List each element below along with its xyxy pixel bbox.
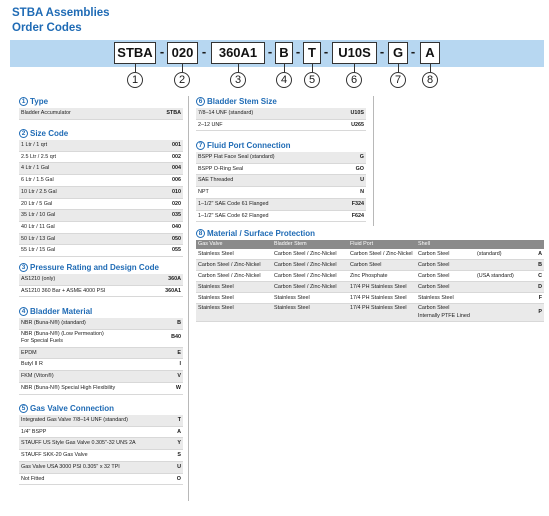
option-row: EPDM E bbox=[19, 348, 183, 360]
option-row: 40 Ltr / 11 Gal 040 bbox=[19, 222, 183, 234]
code-separator: - bbox=[159, 44, 165, 59]
column-header bbox=[475, 240, 532, 249]
section-header bbox=[19, 403, 183, 414]
section-header bbox=[196, 96, 366, 107]
code-part-4: B bbox=[275, 42, 293, 64]
option-row: 55 Ltr / 15 Gal 055 bbox=[19, 245, 183, 257]
column-header: Shell bbox=[416, 240, 475, 249]
option-row: STAUFF SKK-20 Gas Valve S bbox=[19, 450, 183, 462]
circled-number-8: 8 bbox=[422, 72, 438, 88]
leader-line bbox=[398, 64, 399, 72]
column-divider bbox=[373, 96, 374, 226]
section-title: Type bbox=[30, 97, 49, 106]
section-number: 3 bbox=[19, 263, 28, 272]
section-pressure-rating bbox=[19, 262, 183, 297]
table-row: Stainless Steel Stainless Steel 17/4 PH Stainless Steel Stainless Steel F bbox=[196, 293, 544, 304]
leader-line bbox=[284, 64, 285, 72]
section-bladder-material bbox=[19, 306, 183, 395]
leader-line bbox=[238, 64, 239, 72]
circled-number-7: 7 bbox=[390, 72, 406, 88]
option-row: 10 Ltr / 2.5 Gal 010 bbox=[19, 187, 183, 199]
section-title: Bladder Stem Size bbox=[207, 97, 277, 106]
code-part-2: 020 bbox=[167, 42, 198, 64]
table-row: Carbon Steel / Zinc-Nickel Carbon Steel / Zinc-Nickel Zinc Phosphate Carbon Steel (USA standard) C bbox=[196, 271, 544, 282]
section-number: 2 bbox=[19, 129, 28, 138]
option-row: NPT N bbox=[196, 187, 366, 199]
option-row: NBR (Buna-N®) Special High Flexibility W bbox=[19, 383, 183, 395]
section-title: Material / Surface Protection bbox=[207, 229, 316, 238]
column-header: Fluid Port bbox=[348, 240, 416, 249]
option-row: Butyl II R I bbox=[19, 359, 183, 371]
option-row: 7/8–14 UNF (standard) U10S bbox=[196, 108, 366, 120]
option-row: 4 Ltr / 1 Gal 004 bbox=[19, 163, 183, 175]
title-line-1: STBA Assemblies bbox=[12, 7, 110, 19]
section-bladder-stem-size bbox=[196, 96, 366, 131]
table-header-row bbox=[196, 240, 544, 249]
circled-number-3: 3 bbox=[230, 72, 246, 88]
option-row: 6 Ltr / 1.5 Gal 006 bbox=[19, 175, 183, 187]
section-header bbox=[196, 228, 544, 239]
code-separator: - bbox=[267, 44, 273, 59]
code-part-3: 360A1 bbox=[211, 42, 265, 64]
code-part-1: STBA bbox=[114, 42, 156, 64]
code-separator: - bbox=[379, 44, 385, 59]
option-row: NBR (Buna-N®) (standard) B bbox=[19, 318, 183, 330]
section-title: Size Code bbox=[30, 129, 69, 138]
section-number: 4 bbox=[19, 307, 28, 316]
section-number: 6 bbox=[196, 97, 205, 106]
leader-line bbox=[312, 64, 313, 72]
order-code-row bbox=[0, 42, 549, 64]
code-separator: - bbox=[201, 44, 207, 59]
section-number: 1 bbox=[19, 97, 28, 106]
section-type bbox=[19, 96, 183, 120]
circled-number-1: 1 bbox=[127, 72, 143, 88]
table-row: Stainless Steel Carbon Steel / Zinc-Nickel Carbon Steel / Zinc-Nickel Carbon Steel (standard) A bbox=[196, 249, 544, 260]
table-row: Carbon Steel / Zinc-Nickel Carbon Steel / Zinc-Nickel Carbon Steel Carbon Steel B bbox=[196, 260, 544, 271]
option-row: 1 Ltr / 1 qrt 001 bbox=[19, 140, 183, 152]
column-header: Gas Valve bbox=[196, 240, 272, 249]
option-row: AS1210 360 Bar + ASME 4000 PSI 360A1 bbox=[19, 286, 183, 298]
code-part-5: T bbox=[303, 42, 321, 64]
option-row: Not Fitted O bbox=[19, 474, 183, 486]
code-separator: - bbox=[295, 44, 301, 59]
option-row: 1–1/2" SAE Code 61 Flanged F324 bbox=[196, 199, 366, 211]
option-row: Integrated Gas Valve 7/8–14 UNF (standard) T bbox=[19, 415, 183, 427]
section-title: Bladder Material bbox=[30, 307, 93, 316]
code-part-8: A bbox=[420, 42, 440, 64]
option-row: AS1210 (only) 360A bbox=[19, 274, 183, 286]
section-material-surface-protection bbox=[196, 228, 544, 322]
page-title bbox=[12, 6, 110, 36]
circled-number-4: 4 bbox=[276, 72, 292, 88]
code-part-7: G bbox=[388, 42, 408, 64]
option-row: BSPP O-Ring Seal GO bbox=[196, 164, 366, 176]
option-row: STAUFF US Style Gas Valve 0.305"-32 UNS 2A Y bbox=[19, 438, 183, 450]
section-size-code bbox=[19, 128, 183, 257]
table-row: Stainless Steel Stainless Steel 17/4 PH Stainless Steel Carbon Steel Internally PTFE Lined P bbox=[196, 304, 544, 322]
option-row: 2–12 UNF U265 bbox=[196, 120, 366, 132]
section-gas-valve-connection bbox=[19, 403, 183, 485]
option-row: Gas Valve USA 3000 PSI 0.305" x 32 TPI U bbox=[19, 462, 183, 474]
table-row: Stainless Steel Carbon Steel / Zinc-Nickel 17/4 PH Stainless Steel Carbon Steel D bbox=[196, 282, 544, 293]
option-row: 1–1/2" SAE Code 62 Flanged F624 bbox=[196, 211, 366, 223]
code-separator: - bbox=[410, 44, 416, 59]
circled-number-2: 2 bbox=[174, 72, 190, 88]
option-row: SAE Threaded U bbox=[196, 175, 366, 187]
leader-line bbox=[430, 64, 431, 72]
circled-number-6: 6 bbox=[346, 72, 362, 88]
section-header bbox=[19, 96, 183, 107]
section-number: 5 bbox=[19, 404, 28, 413]
option-row: 35 Ltr / 10 Gal 035 bbox=[19, 210, 183, 222]
section-header bbox=[19, 128, 183, 139]
column-header bbox=[532, 240, 544, 249]
option-row: Bladder Accumulator STBA bbox=[19, 108, 183, 120]
leader-line bbox=[354, 64, 355, 72]
column-header: Bladder Stem bbox=[272, 240, 348, 249]
section-header bbox=[19, 306, 183, 317]
section-title: Fluid Port Connection bbox=[207, 141, 291, 150]
section-number: 8 bbox=[196, 229, 205, 238]
option-row: 50 Ltr / 13 Gal 050 bbox=[19, 234, 183, 246]
option-row: FKM (Viton®) V bbox=[19, 371, 183, 383]
section-number: 7 bbox=[196, 141, 205, 150]
column-divider bbox=[188, 96, 189, 501]
section-header bbox=[19, 262, 183, 273]
option-row: 20 Ltr / 5 Gal 020 bbox=[19, 199, 183, 211]
code-part-6: U10S bbox=[332, 42, 377, 64]
option-row: NBR (Buna-N®) (Low Permeation) For Special Fuels B40 bbox=[19, 330, 183, 348]
material-table bbox=[196, 240, 544, 322]
option-row: BSPP Flat Face Seal (standard) G bbox=[196, 152, 366, 164]
leader-line bbox=[135, 64, 136, 72]
section-title: Pressure Rating and Design Code bbox=[30, 263, 159, 272]
section-header bbox=[196, 140, 366, 151]
leader-line bbox=[182, 64, 183, 72]
section-title: Gas Valve Connection bbox=[30, 404, 115, 413]
section-fluid-port-connection bbox=[196, 140, 366, 222]
title-line-2: Order Codes bbox=[12, 22, 82, 34]
code-separator: - bbox=[323, 44, 329, 59]
option-row: 1/4" BSPP A bbox=[19, 427, 183, 439]
option-row: 2.5 Ltr / 2.5 qrt 002 bbox=[19, 152, 183, 164]
circled-number-5: 5 bbox=[304, 72, 320, 88]
